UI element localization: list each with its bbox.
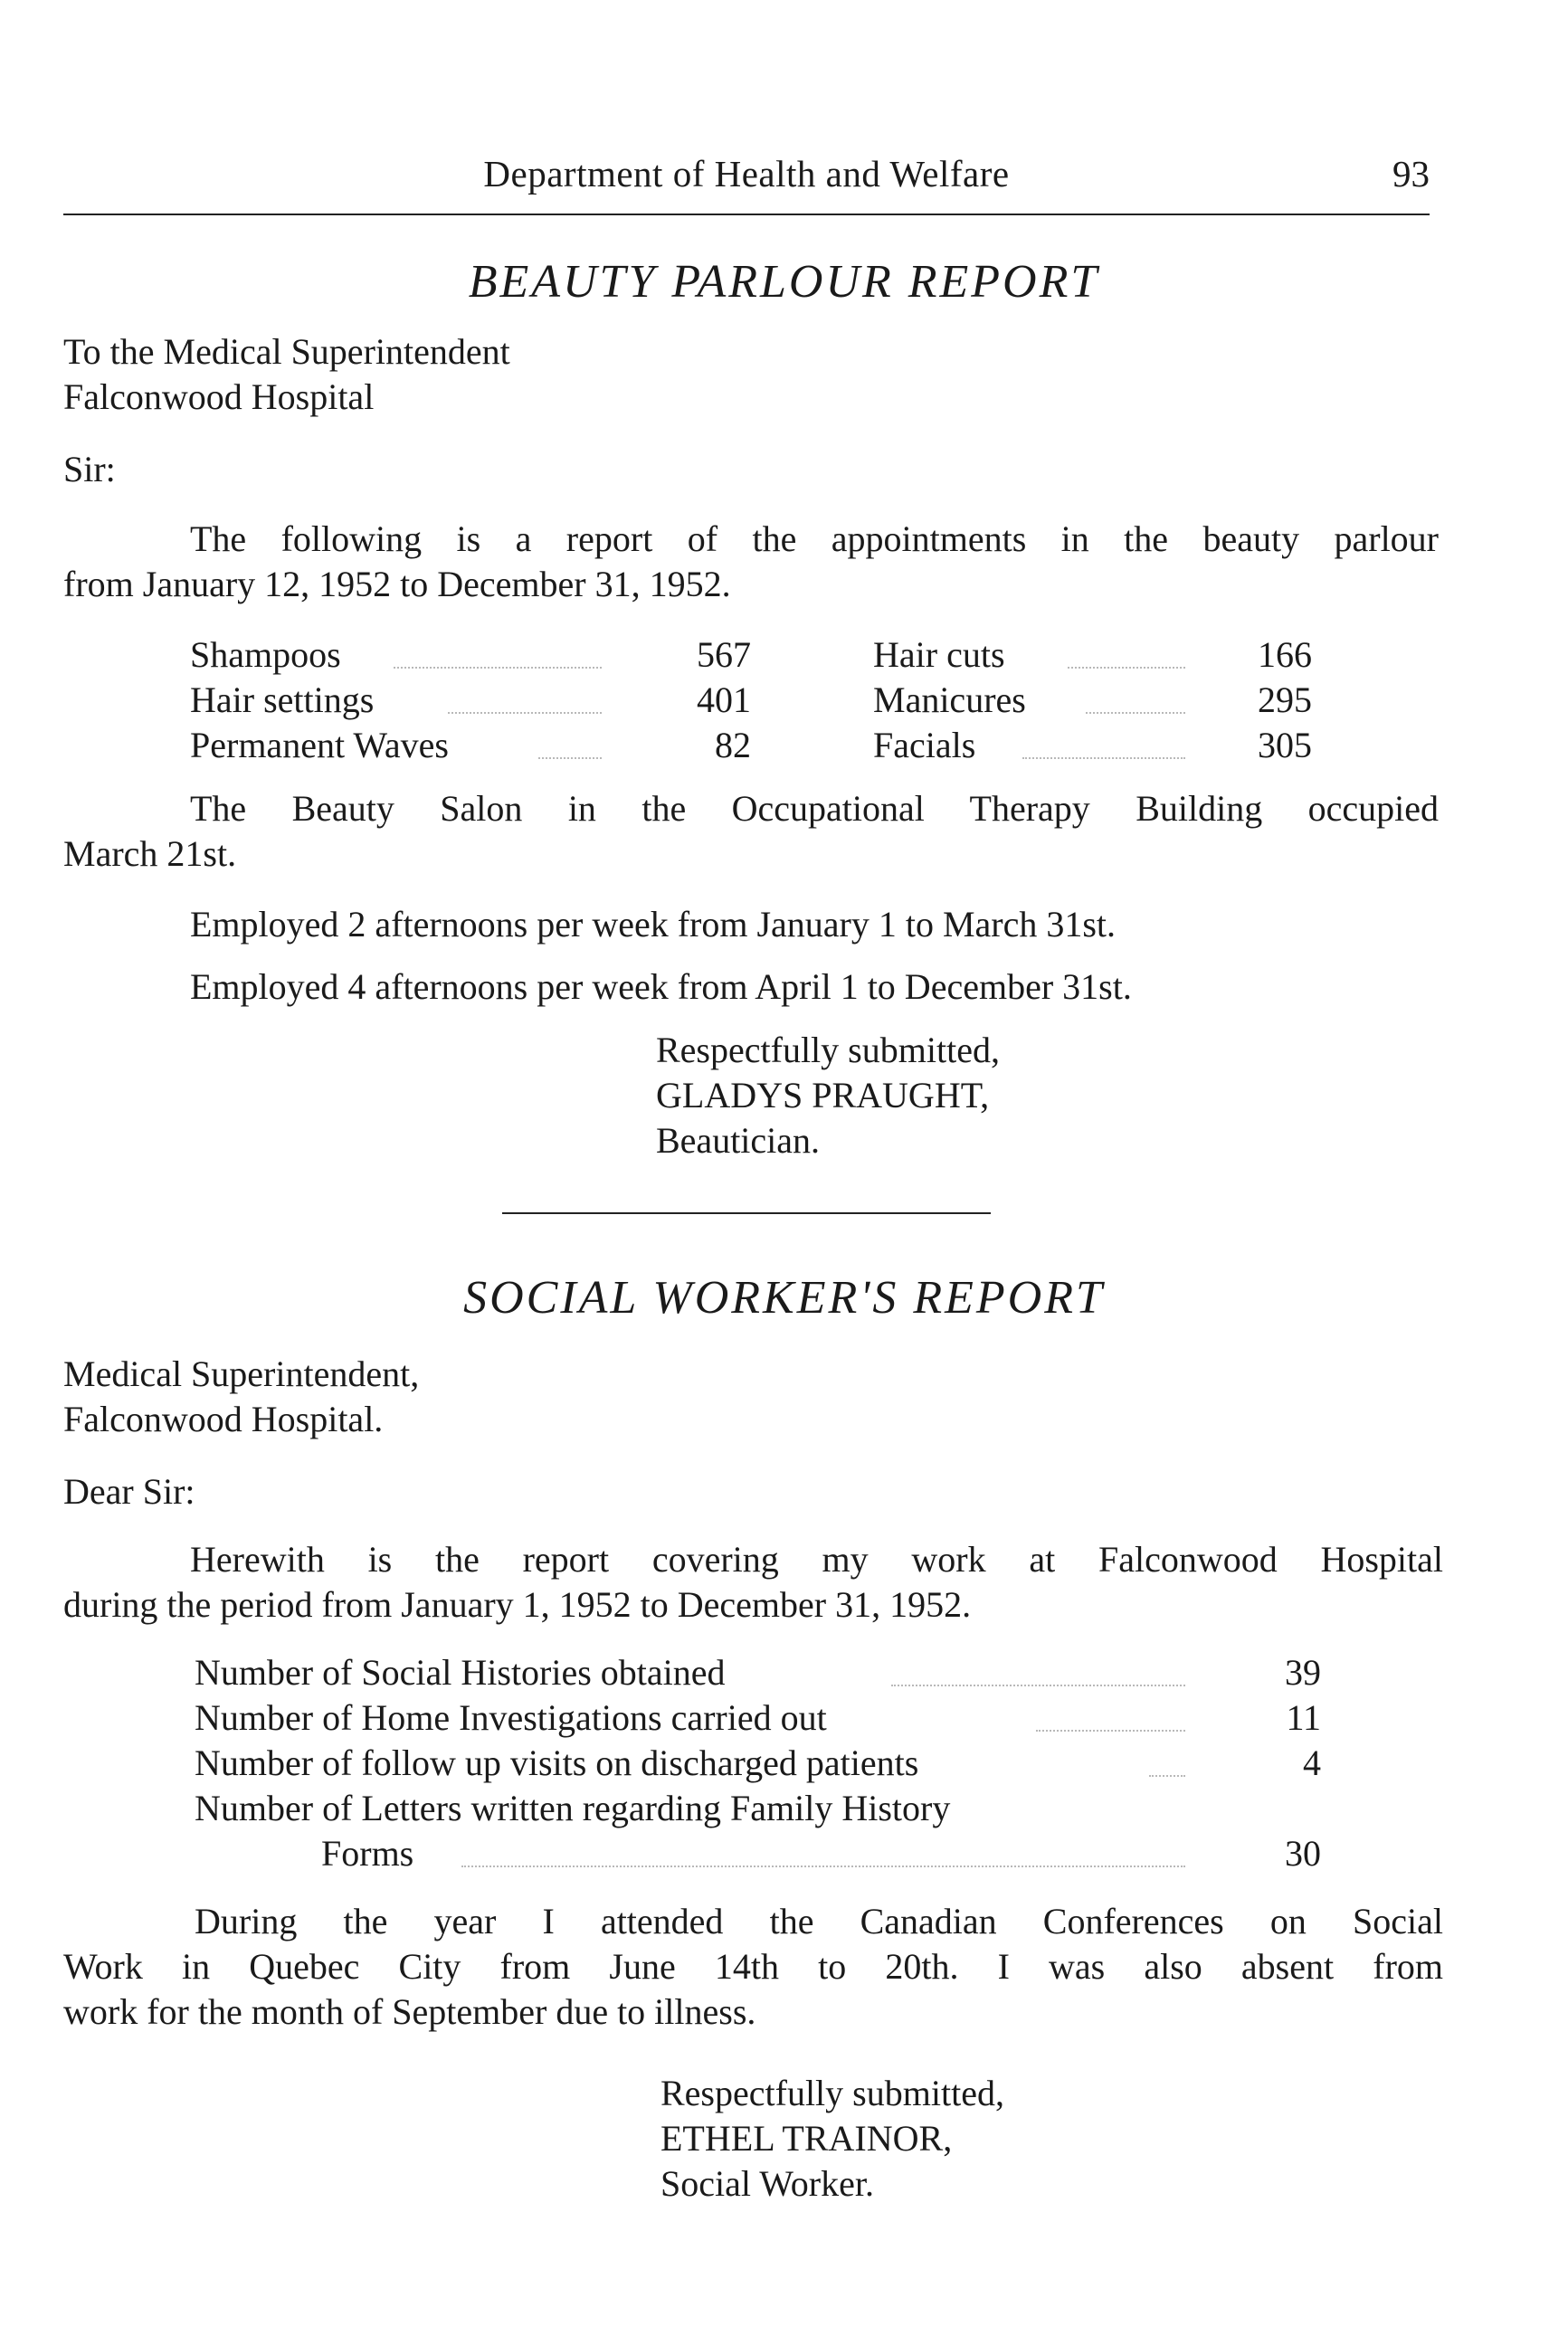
running-header-title: Department of Health and Welfare bbox=[483, 153, 1010, 195]
section-divider bbox=[502, 1212, 991, 1214]
stat-value: 30 bbox=[1285, 1833, 1321, 1874]
leader-dots bbox=[891, 1685, 1185, 1686]
social-signer: ETHEL TRAINOR, bbox=[660, 2118, 953, 2159]
social-para-line-2: Work in Quebec City from June 14th to 20th. I was also absent from bbox=[63, 1946, 1443, 1987]
beauty-intro-line-2: from January 12, 1952 to December 31, 1952. bbox=[63, 564, 731, 604]
employed-line-2: Employed 4 afternoons per week from April 1 to December 31st. bbox=[190, 966, 1132, 1007]
social-intro-line-2: during the period from January 1, 1952 to December 31, 1952. bbox=[63, 1584, 972, 1625]
stat-label: Number of Letters written regarding Family History bbox=[195, 1788, 951, 1828]
leader-dots bbox=[394, 667, 602, 669]
beauty-intro-line-1: The following is a report of the appointments in the beauty parlour bbox=[190, 518, 1439, 559]
stat-label: Forms bbox=[321, 1833, 414, 1874]
leader-dots bbox=[1036, 1730, 1185, 1732]
stat-label: Number of Social Histories obtained bbox=[195, 1652, 726, 1693]
stat-label: Manicures bbox=[873, 679, 1026, 720]
stat-label: Number of follow up visits on discharged patients bbox=[195, 1742, 919, 1783]
employed-line-1: Employed 2 afternoons per week from January 1 to March 31st. bbox=[190, 904, 1117, 945]
beauty-addressee-line-1: To the Medical Superintendent bbox=[63, 331, 510, 372]
social-para-line-3: work for the month of September due to illness. bbox=[63, 1991, 756, 2032]
stat-label: Hair settings bbox=[190, 679, 375, 720]
leader-dots bbox=[1086, 712, 1185, 714]
beauty-signer-role: Beautician. bbox=[656, 1120, 821, 1161]
beauty-report-title: BEAUTY PARLOUR REPORT bbox=[468, 256, 1100, 308]
social-signer-role: Social Worker. bbox=[660, 2163, 874, 2204]
stat-value: 82 bbox=[715, 725, 751, 765]
beauty-signer: GLADYS PRAUGHT, bbox=[656, 1075, 990, 1116]
social-para-line-1: During the year I attended the Canadian Conferences on Social bbox=[195, 1901, 1443, 1942]
beauty-addressee-line-2: Falconwood Hospital bbox=[63, 376, 375, 417]
beauty-closing: Respectfully submitted, bbox=[656, 1030, 1000, 1070]
leader-dots bbox=[461, 1866, 1185, 1867]
stat-label: Number of Home Investigations carried out bbox=[195, 1697, 827, 1738]
stat-value: 567 bbox=[697, 634, 751, 675]
leader-dots bbox=[1149, 1775, 1185, 1777]
salon-line-2: March 21st. bbox=[63, 833, 237, 874]
salon-line-1: The Beauty Salon in the Occupational Therapy Building occupied bbox=[190, 788, 1439, 829]
running-header bbox=[63, 152, 1430, 206]
social-addressee-line-1: Medical Superintendent, bbox=[63, 1353, 420, 1394]
stat-value: 11 bbox=[1286, 1697, 1321, 1738]
social-intro-line-1: Herewith is the report covering my work at Falconwood Hospital bbox=[190, 1539, 1443, 1580]
stat-value: 39 bbox=[1285, 1652, 1321, 1693]
leader-dots bbox=[448, 712, 602, 714]
page-number: 93 bbox=[1392, 153, 1430, 195]
beauty-salutation: Sir: bbox=[63, 449, 116, 489]
stat-label: Facials bbox=[873, 725, 976, 765]
header-rule bbox=[63, 214, 1430, 215]
stat-value: 4 bbox=[1303, 1742, 1321, 1783]
stat-value: 305 bbox=[1258, 725, 1312, 765]
social-report-title: SOCIAL WORKER'S REPORT bbox=[463, 1272, 1105, 1324]
stat-value: 401 bbox=[697, 679, 751, 720]
social-salutation: Dear Sir: bbox=[63, 1471, 195, 1512]
stat-label: Permanent Waves bbox=[190, 725, 449, 765]
stat-label: Shampoos bbox=[190, 634, 341, 675]
leader-dots bbox=[1022, 757, 1185, 759]
leader-dots bbox=[1068, 667, 1185, 669]
leader-dots bbox=[538, 757, 602, 759]
social-closing: Respectfully submitted, bbox=[660, 2073, 1004, 2113]
stat-value: 295 bbox=[1258, 679, 1312, 720]
stat-value: 166 bbox=[1258, 634, 1312, 675]
social-addressee-line-2: Falconwood Hospital. bbox=[63, 1399, 384, 1439]
stat-label: Hair cuts bbox=[873, 634, 1005, 675]
